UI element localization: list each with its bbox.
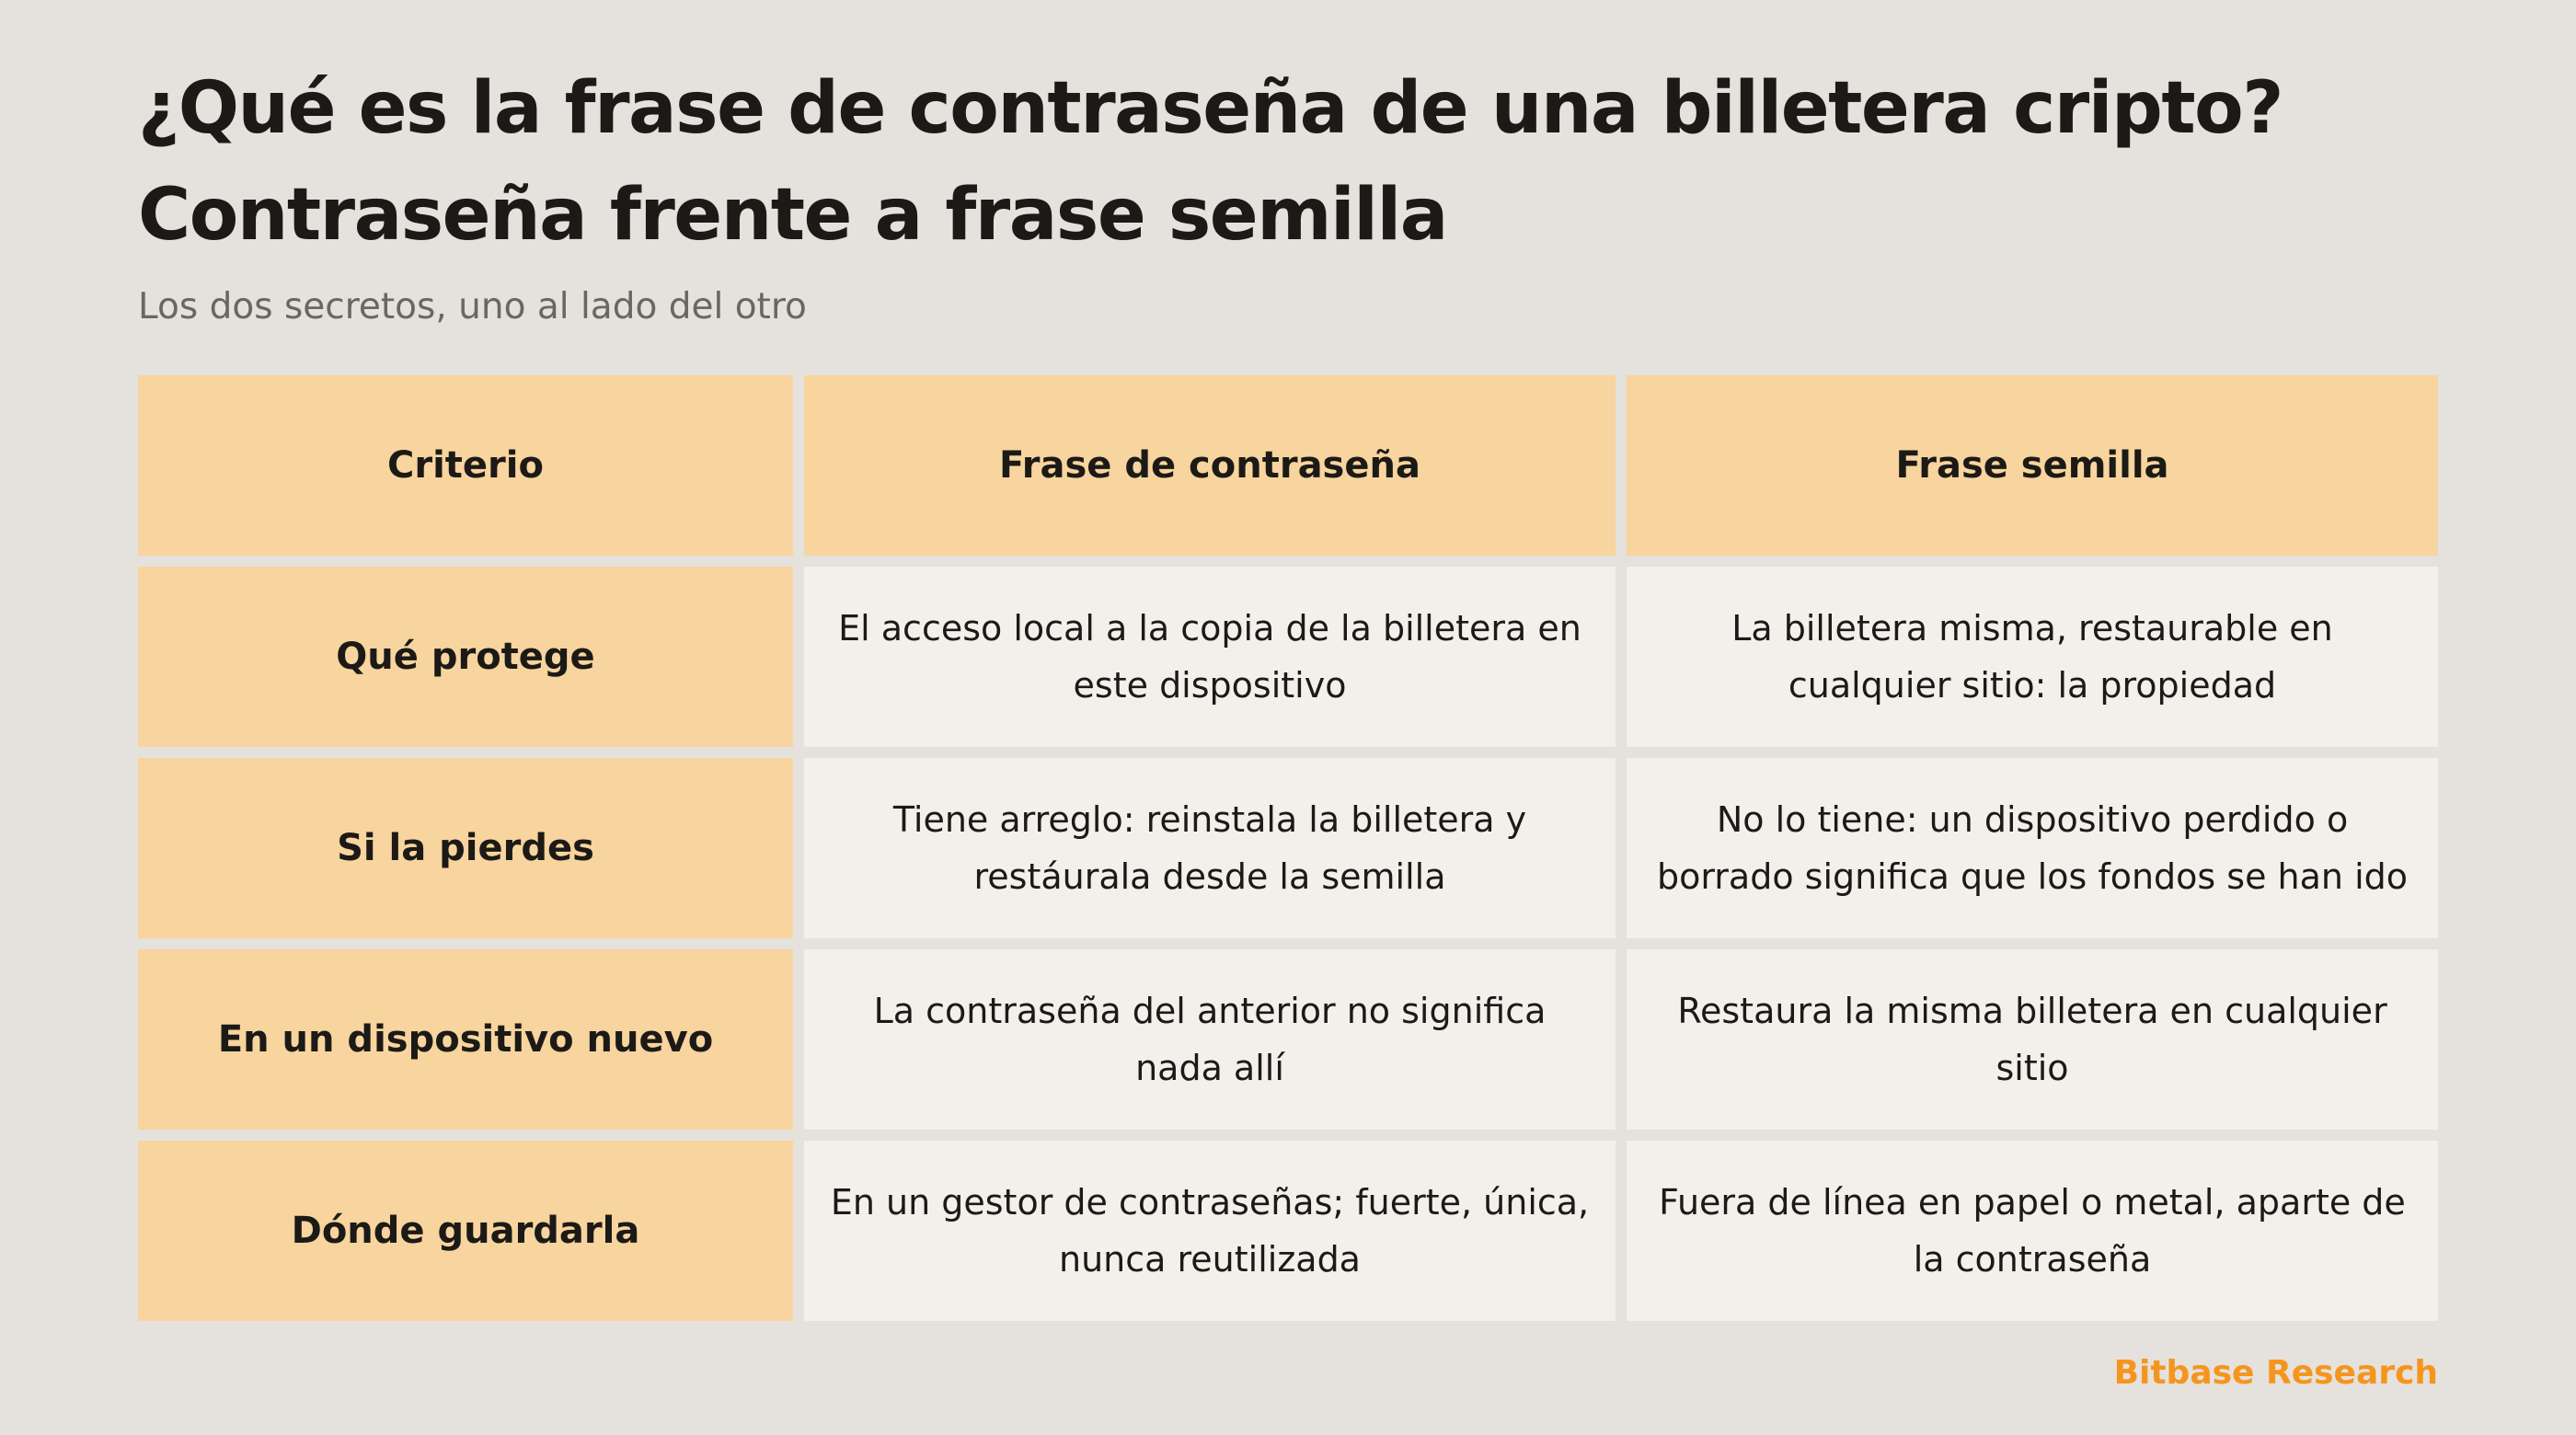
title-line-2: Contraseña frente a frase semilla — [138, 174, 1447, 257]
comparison-table — [138, 375, 2438, 1321]
header-passphrase: Frase de contraseña — [804, 375, 1616, 556]
row-label-protects: Qué protege — [138, 567, 793, 747]
cell-seed-where-store: Fuera de línea en papel o metal, aparte de la contraseña — [1627, 1141, 2438, 1321]
row-label-where-store: Dónde guardarla — [138, 1141, 793, 1321]
cell-passphrase-where-store: En un gestor de contraseñas; fuerte, única, nunca reutilizada — [804, 1141, 1616, 1321]
cell-seed-if-lost: No lo tiene: un dispositivo perdido o borrado significa que los fondos se han ido — [1627, 758, 2438, 938]
cell-passphrase-protects: El acceso local a la copia de la billetera en este dispositivo — [804, 567, 1616, 747]
header-criterion: Criterio — [138, 375, 793, 556]
header-seed-phrase: Frase semilla — [1627, 375, 2438, 556]
title-line-1: ¿Qué es la frase de contraseña de una billetera cripto? — [138, 67, 2283, 150]
cell-passphrase-if-lost: Tiene arreglo: reinstala la billetera y restáurala desde la semilla — [804, 758, 1616, 938]
cell-seed-new-device: Restaura la misma billetera en cualquier sitio — [1627, 949, 2438, 1130]
page-subtitle: Los dos secretos, uno al lado del otro — [138, 286, 807, 327]
row-label-new-device: En un dispositivo nuevo — [138, 949, 793, 1130]
brand-credit: Bitbase Research — [2113, 1354, 2438, 1392]
cell-passphrase-new-device: La contraseña del anterior no significa nada allí — [804, 949, 1616, 1130]
page-title — [138, 55, 2283, 269]
cell-seed-protects: La billetera misma, restaurable en cualquier sitio: la propiedad — [1627, 567, 2438, 747]
row-label-if-lost: Si la pierdes — [138, 758, 793, 938]
